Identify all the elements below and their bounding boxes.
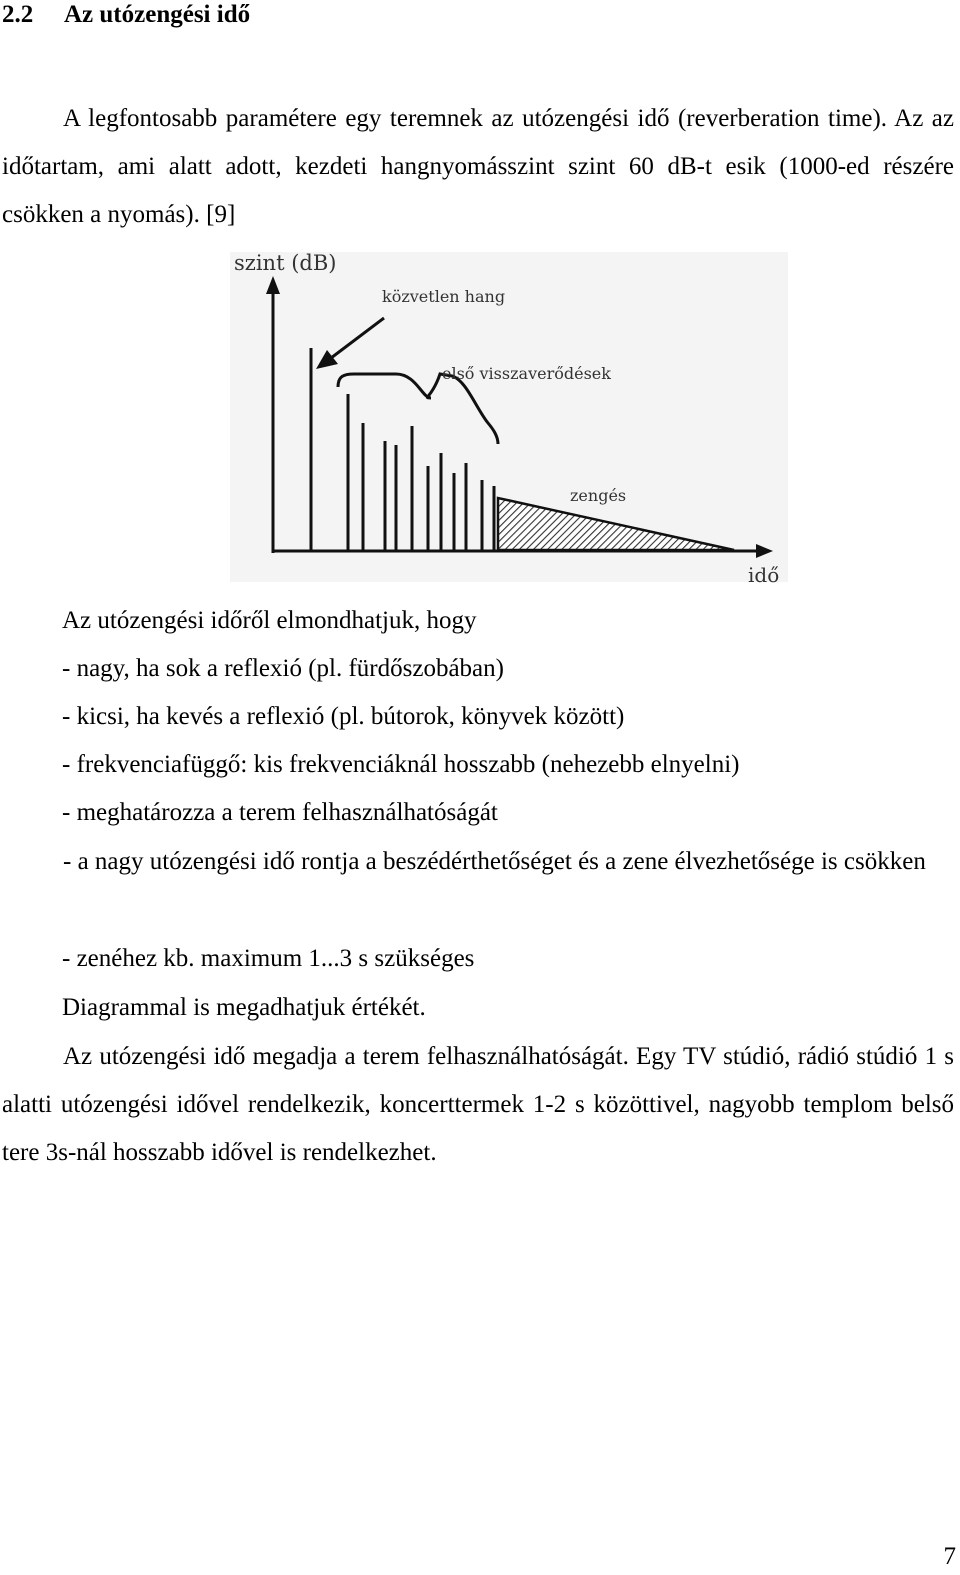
list-item: - nagy, ha sok a reflexió (pl. fürdőszobában) <box>62 655 504 682</box>
closing-paragraph: Az utózengési idő megadja a terem felhasználhatóságát. Egy TV stúdió, rádió stúdió 1 s alatti utózengési idővel rendelkezik, koncerttermek 1-2 s közöttivel, nagyobb templom belső tere 3s-nál hosszabb idővel is rendelkezhet. <box>2 1043 954 1166</box>
section-heading <box>2 0 250 30</box>
list-item: - frekvenciafüggő: kis frekvenciáknál hosszabb (nehezebb elnyelni) <box>62 751 740 778</box>
x-axis-label: idő <box>748 563 780 586</box>
direct-sound-label: közvetlen hang <box>382 287 506 306</box>
diagram-note: Diagrammal is megadhatjuk értékét. <box>62 994 426 1021</box>
section-number: 2.2 <box>2 1 34 28</box>
page-number: 7 <box>943 1543 956 1570</box>
list-item: - kicsi, ha kevés a reflexió (pl. bútorok, könyvek között) <box>62 703 625 730</box>
y-axis-label: szint (dB) <box>234 251 337 275</box>
list-item: - a nagy utózengési idő rontja a beszédérthetőséget és a zene élvezhetősége is csökken <box>63 848 926 875</box>
reverberation-diagram <box>226 248 792 586</box>
reverberation-figure <box>226 248 792 586</box>
list-item: - meghatározza a terem felhasználhatóságát <box>62 799 498 826</box>
list-item: - zenéhez kb. maximum 1...3 s szükséges <box>62 945 475 972</box>
intro-paragraph: A legfontosabb paramétere egy teremnek az utózengési idő (reverberation time). Az az időtartam, ami alatt adott, kezdeti hangnyomásszint szint 60 dB-t esik (1000-ed részére csökken a nyomás). [9] <box>2 105 954 228</box>
reverberation-label: zengés <box>570 486 627 505</box>
summary-intro: Az utózengési időről elmondhatjuk, hogy <box>62 607 477 634</box>
section-title: Az utózengési idő <box>64 1 251 28</box>
early-reflections-label: első visszaverődések <box>442 364 611 383</box>
